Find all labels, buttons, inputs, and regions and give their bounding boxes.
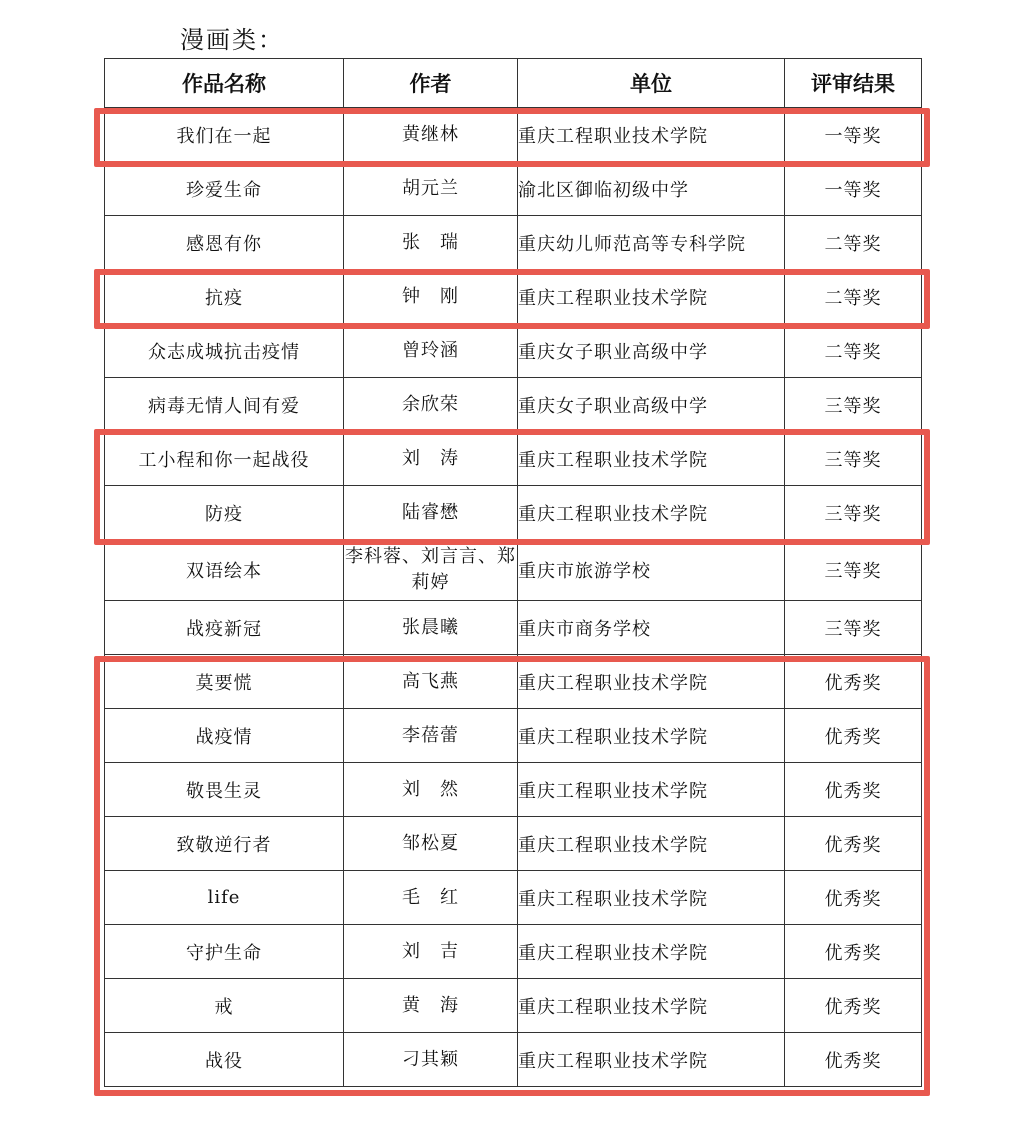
awards-table (104, 58, 922, 1087)
cell-title: 战役 (105, 1033, 344, 1087)
cell-title: 战疫新冠 (105, 601, 344, 655)
header-title: 作品名称 (105, 59, 344, 108)
cell-author: 李蓓蕾 (344, 709, 518, 763)
cell-title: 莫要慌 (105, 655, 344, 709)
cell-unit: 重庆工程职业技术学院 (518, 108, 785, 162)
section-title: 漫画类： (180, 26, 284, 54)
table-row (105, 1033, 922, 1087)
table-row (105, 925, 922, 979)
table-row (105, 601, 922, 655)
cell-unit: 重庆工程职业技术学院 (518, 270, 785, 324)
cell-result: 一等奖 (785, 108, 922, 162)
cell-title: 珍爱生命 (105, 162, 344, 216)
table-row (105, 378, 922, 432)
table-row (105, 270, 922, 324)
cell-result: 优秀奖 (785, 817, 922, 871)
cell-title: 敬畏生灵 (105, 763, 344, 817)
cell-unit: 重庆市商务学校 (518, 601, 785, 655)
table-row (105, 324, 922, 378)
cell-title: 戒 (105, 979, 344, 1033)
cell-result: 优秀奖 (785, 871, 922, 925)
cell-unit: 重庆工程职业技术学院 (518, 655, 785, 709)
cell-result: 三等奖 (785, 486, 922, 540)
cell-title: 致敬逆行者 (105, 817, 344, 871)
table-row (105, 108, 922, 162)
cell-result: 三等奖 (785, 378, 922, 432)
cell-title: 工小程和你一起战役 (105, 432, 344, 486)
cell-result: 三等奖 (785, 601, 922, 655)
cell-author: 刁其颖 (344, 1033, 518, 1087)
cell-title: 众志成城抗击疫情 (105, 324, 344, 378)
cell-unit: 重庆幼儿师范高等专科学院 (518, 216, 785, 270)
table-row (105, 216, 922, 270)
table-row (105, 655, 922, 709)
cell-result: 优秀奖 (785, 709, 922, 763)
cell-result: 三等奖 (785, 540, 922, 601)
cell-unit: 重庆工程职业技术学院 (518, 979, 785, 1033)
cell-author: 黄 海 (344, 979, 518, 1033)
table-row (105, 162, 922, 216)
cell-title: 我们在一起 (105, 108, 344, 162)
cell-result: 优秀奖 (785, 655, 922, 709)
cell-title: 双语绘本 (105, 540, 344, 601)
cell-title: 病毒无情人间有爱 (105, 378, 344, 432)
header-author: 作者 (344, 59, 518, 108)
cell-title: 战疫情 (105, 709, 344, 763)
cell-result: 优秀奖 (785, 925, 922, 979)
cell-result: 优秀奖 (785, 979, 922, 1033)
cell-title: 防疫 (105, 486, 344, 540)
cell-author: 李科蓉、刘言言、郑莉婷 (344, 540, 518, 601)
cell-result: 优秀奖 (785, 763, 922, 817)
cell-author: 曾玲涵 (344, 324, 518, 378)
table-row (105, 979, 922, 1033)
cell-result: 优秀奖 (785, 1033, 922, 1087)
cell-author: 毛 红 (344, 871, 518, 925)
cell-title: life (105, 871, 344, 925)
cell-unit: 重庆工程职业技术学院 (518, 817, 785, 871)
cell-author: 刘 吉 (344, 925, 518, 979)
cell-author: 胡元兰 (344, 162, 518, 216)
cell-result: 二等奖 (785, 324, 922, 378)
cell-title: 感恩有你 (105, 216, 344, 270)
table-row (105, 763, 922, 817)
cell-result: 三等奖 (785, 432, 922, 486)
table-row (105, 871, 922, 925)
cell-unit: 重庆工程职业技术学院 (518, 432, 785, 486)
cell-unit: 重庆工程职业技术学院 (518, 486, 785, 540)
cell-unit: 重庆工程职业技术学院 (518, 925, 785, 979)
cell-title: 抗疫 (105, 270, 344, 324)
cell-unit: 重庆女子职业高级中学 (518, 324, 785, 378)
cell-unit: 重庆工程职业技术学院 (518, 871, 785, 925)
table-row (105, 817, 922, 871)
cell-author: 张 瑞 (344, 216, 518, 270)
cell-author: 刘 涛 (344, 432, 518, 486)
cell-author: 刘 然 (344, 763, 518, 817)
cell-author: 余欣荣 (344, 378, 518, 432)
cell-title: 守护生命 (105, 925, 344, 979)
cell-unit: 重庆市旅游学校 (518, 540, 785, 601)
cell-author: 高飞燕 (344, 655, 518, 709)
cell-author: 黄继林 (344, 108, 518, 162)
table-row (105, 540, 922, 601)
header-row (105, 59, 922, 108)
table-row (105, 432, 922, 486)
header-unit: 单位 (518, 59, 785, 108)
header-result: 评审结果 (785, 59, 922, 108)
cell-unit: 重庆工程职业技术学院 (518, 709, 785, 763)
table-row (105, 709, 922, 763)
cell-unit: 重庆工程职业技术学院 (518, 763, 785, 817)
cell-author: 陆睿懋 (344, 486, 518, 540)
cell-unit: 重庆工程职业技术学院 (518, 1033, 785, 1087)
cell-author: 邹松夏 (344, 817, 518, 871)
cell-result: 一等奖 (785, 162, 922, 216)
table-row (105, 486, 922, 540)
cell-author: 张晨曦 (344, 601, 518, 655)
cell-unit: 渝北区御临初级中学 (518, 162, 785, 216)
cell-result: 二等奖 (785, 216, 922, 270)
cell-result: 二等奖 (785, 270, 922, 324)
cell-author: 钟 刚 (344, 270, 518, 324)
cell-unit: 重庆女子职业高级中学 (518, 378, 785, 432)
